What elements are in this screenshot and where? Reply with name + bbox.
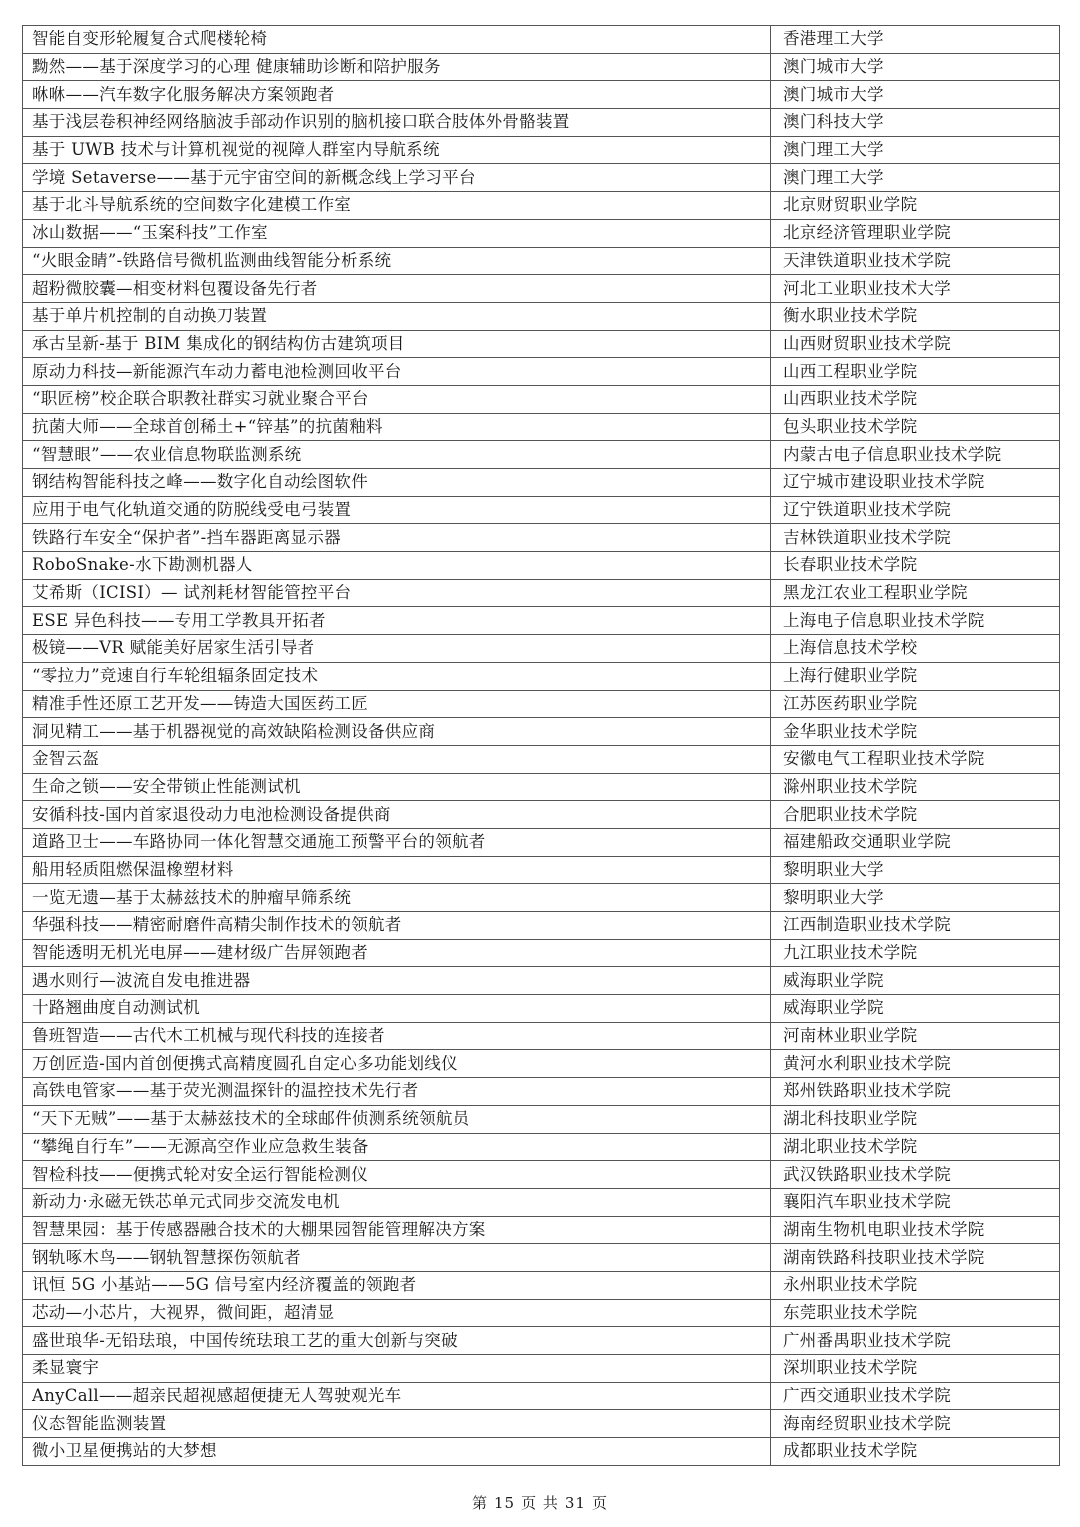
table-row bbox=[23, 1216, 1060, 1244]
project-name-cell: 极镜——VR 赋能美好居家生活引导者 bbox=[23, 635, 771, 663]
table-row bbox=[23, 469, 1060, 497]
table-row bbox=[23, 385, 1060, 413]
institution-cell: 黎明职业大学 bbox=[771, 884, 1060, 912]
project-name-cell: “攀绳自行车”——无源高空作业应急救生装备 bbox=[23, 1133, 771, 1161]
institution-cell: 湖北科技职业学院 bbox=[771, 1105, 1060, 1133]
table-row bbox=[23, 995, 1060, 1023]
project-name-cell: 艾希斯（ICISI）— 试剂耗材智能管控平台 bbox=[23, 579, 771, 607]
project-name-cell: RoboSnake-水下勘测机器人 bbox=[23, 552, 771, 580]
institution-cell: 湖北职业技术学院 bbox=[771, 1133, 1060, 1161]
project-name-cell: 基于浅层卷积神经网络脑波手部动作识别的脑机接口联合肢体外骨骼装置 bbox=[23, 109, 771, 137]
table-row bbox=[23, 662, 1060, 690]
project-name-cell: 抗菌大师——全球首创稀土+“锌基”的抗菌釉料 bbox=[23, 413, 771, 441]
table-row bbox=[23, 1327, 1060, 1355]
project-name-cell: 道路卫士——车路协同一体化智慧交通施工预警平台的领航者 bbox=[23, 828, 771, 856]
table-row bbox=[23, 552, 1060, 580]
institution-cell: 江西制造职业技术学院 bbox=[771, 912, 1060, 940]
institution-cell: 澳门理工大学 bbox=[771, 136, 1060, 164]
table-row bbox=[23, 801, 1060, 829]
table-row bbox=[23, 192, 1060, 220]
footer-prefix: 第 bbox=[472, 1494, 489, 1512]
institution-cell: 上海信息技术学校 bbox=[771, 635, 1060, 663]
institution-cell: 广州番禺职业技术学院 bbox=[771, 1327, 1060, 1355]
institution-cell: 澳门理工大学 bbox=[771, 164, 1060, 192]
institution-cell: 东莞职业技术学院 bbox=[771, 1299, 1060, 1327]
table-row bbox=[23, 1105, 1060, 1133]
page-footer bbox=[0, 1492, 1080, 1513]
table-row bbox=[23, 745, 1060, 773]
table-row bbox=[23, 302, 1060, 330]
project-name-cell: 钢结构智能科技之峰——数字化自动绘图软件 bbox=[23, 469, 771, 497]
table-row bbox=[23, 1161, 1060, 1189]
institution-cell: 包头职业技术学院 bbox=[771, 413, 1060, 441]
institution-cell: 福建船政交通职业学院 bbox=[771, 828, 1060, 856]
project-name-cell: 承古呈新-基于 BIM 集成化的钢结构仿古建筑项目 bbox=[23, 330, 771, 358]
project-name-cell: 智能透明无机光电屏——建材级广告屏领跑者 bbox=[23, 939, 771, 967]
table-row bbox=[23, 247, 1060, 275]
project-name-cell: 芯动—小芯片，大视界，微间距，超清显 bbox=[23, 1299, 771, 1327]
project-name-cell: 学境 Setaverse——基于元宇宙空间的新概念线上学习平台 bbox=[23, 164, 771, 192]
institution-cell: 深圳职业技术学院 bbox=[771, 1355, 1060, 1383]
project-name-cell: 超粉微胶囊—相变材料包覆设备先行者 bbox=[23, 275, 771, 303]
table-row bbox=[23, 275, 1060, 303]
table-row bbox=[23, 1271, 1060, 1299]
institution-cell: 澳门城市大学 bbox=[771, 53, 1060, 81]
project-name-cell: 安循科技-国内首家退役动力电池检测设备提供商 bbox=[23, 801, 771, 829]
institution-cell: 海南经贸职业技术学院 bbox=[771, 1410, 1060, 1438]
project-name-cell: 华强科技——精密耐磨件高精尖制作技术的领航者 bbox=[23, 912, 771, 940]
table-row bbox=[23, 1078, 1060, 1106]
institution-cell: 江苏医药职业学院 bbox=[771, 690, 1060, 718]
table-row bbox=[23, 939, 1060, 967]
project-name-cell: “天下无贼”——基于太赫兹技术的全球邮件侦测系统领航员 bbox=[23, 1105, 771, 1133]
project-name-cell: 基于 UWB 技术与计算机视觉的视障人群室内导航系统 bbox=[23, 136, 771, 164]
institution-cell: 山西工程职业学院 bbox=[771, 358, 1060, 386]
table-row bbox=[23, 53, 1060, 81]
footer-total-pages: 31 bbox=[564, 1494, 586, 1512]
table-row bbox=[23, 109, 1060, 137]
table-row bbox=[23, 718, 1060, 746]
table-row bbox=[23, 1022, 1060, 1050]
project-name-cell: 智慧果园：基于传感器融合技术的大棚果园智能管理解决方案 bbox=[23, 1216, 771, 1244]
project-name-cell: 钢轨啄木鸟——钢轨智慧探伤领航者 bbox=[23, 1244, 771, 1272]
table-row bbox=[23, 1299, 1060, 1327]
project-name-cell: 智能自变形轮履复合式爬楼轮椅 bbox=[23, 26, 771, 54]
project-name-cell: 遇水则行—波流自发电推进器 bbox=[23, 967, 771, 995]
institution-cell: 郑州铁路职业技术学院 bbox=[771, 1078, 1060, 1106]
table-row bbox=[23, 358, 1060, 386]
institution-cell: 湖南铁路科技职业技术学院 bbox=[771, 1244, 1060, 1272]
institution-cell: 黎明职业大学 bbox=[771, 856, 1060, 884]
institution-cell: 安徽电气工程职业技术学院 bbox=[771, 745, 1060, 773]
institution-cell: 黄河水利职业技术学院 bbox=[771, 1050, 1060, 1078]
institution-cell: 上海电子信息职业技术学院 bbox=[771, 607, 1060, 635]
project-name-cell: 一览无遗—基于太赫兹技术的肿瘤早筛系统 bbox=[23, 884, 771, 912]
table-row bbox=[23, 1410, 1060, 1438]
institution-cell: 永州职业技术学院 bbox=[771, 1271, 1060, 1299]
project-name-cell: 原动力科技—新能源汽车动力蓄电池检测回收平台 bbox=[23, 358, 771, 386]
project-name-cell: 高铁电管家——基于荧光测温探针的温控技术先行者 bbox=[23, 1078, 771, 1106]
table-row bbox=[23, 912, 1060, 940]
institution-cell: 威海职业学院 bbox=[771, 967, 1060, 995]
project-name-cell: “零拉力”竞速自行车轮组辐条固定技术 bbox=[23, 662, 771, 690]
project-table bbox=[22, 25, 1060, 1466]
table-row bbox=[23, 1050, 1060, 1078]
project-name-cell: 咻咻——汽车数字化服务解决方案领跑者 bbox=[23, 81, 771, 109]
footer-page-number: 15 bbox=[494, 1494, 516, 1512]
institution-cell: 山西财贸职业技术学院 bbox=[771, 330, 1060, 358]
footer-suffix: 页 bbox=[591, 1494, 608, 1512]
institution-cell: 天津铁道职业技术学院 bbox=[771, 247, 1060, 275]
project-name-cell: 万创匠造-国内首创便携式高精度圆孔自定心多功能划线仪 bbox=[23, 1050, 771, 1078]
institution-cell: 滁州职业技术学院 bbox=[771, 773, 1060, 801]
table-row bbox=[23, 579, 1060, 607]
institution-cell: 广西交通职业技术学院 bbox=[771, 1382, 1060, 1410]
project-name-cell: 仪态智能监测装置 bbox=[23, 1410, 771, 1438]
institution-cell: 北京财贸职业学院 bbox=[771, 192, 1060, 220]
project-name-cell: 讯恒 5G 小基站——5G 信号室内经济覆盖的领跑者 bbox=[23, 1271, 771, 1299]
project-name-cell: 精准手性还原工艺开发——铸造大国医药工匠 bbox=[23, 690, 771, 718]
table-row bbox=[23, 441, 1060, 469]
institution-cell: 威海职业学院 bbox=[771, 995, 1060, 1023]
table-row bbox=[23, 26, 1060, 54]
table-row bbox=[23, 1438, 1060, 1466]
footer-middle: 页 共 bbox=[521, 1494, 559, 1512]
project-name-cell: 冰山数据——“玉案科技”工作室 bbox=[23, 219, 771, 247]
project-name-cell: 新动力·永磁无铁芯单元式同步交流发电机 bbox=[23, 1188, 771, 1216]
table-row bbox=[23, 1244, 1060, 1272]
institution-cell: 襄阳汽车职业技术学院 bbox=[771, 1188, 1060, 1216]
institution-cell: 澳门城市大学 bbox=[771, 81, 1060, 109]
project-name-cell: 黝然——基于深度学习的心理 健康辅助诊断和陪护服务 bbox=[23, 53, 771, 81]
project-name-cell: “智慧眼”——农业信息物联监测系统 bbox=[23, 441, 771, 469]
table-row bbox=[23, 1382, 1060, 1410]
institution-cell: 金华职业技术学院 bbox=[771, 718, 1060, 746]
project-name-cell: 船用轻质阻燃保温橡塑材料 bbox=[23, 856, 771, 884]
institution-cell: 北京经济管理职业学院 bbox=[771, 219, 1060, 247]
institution-cell: 香港理工大学 bbox=[771, 26, 1060, 54]
institution-cell: 吉林铁道职业技术学院 bbox=[771, 524, 1060, 552]
table-row bbox=[23, 967, 1060, 995]
project-name-cell: 生命之锁——安全带锁止性能测试机 bbox=[23, 773, 771, 801]
project-name-cell: 基于北斗导航系统的空间数字化建模工作室 bbox=[23, 192, 771, 220]
institution-cell: 辽宁铁道职业技术学院 bbox=[771, 496, 1060, 524]
institution-cell: 衡水职业技术学院 bbox=[771, 302, 1060, 330]
table-row bbox=[23, 884, 1060, 912]
project-name-cell: 基于单片机控制的自动换刀装置 bbox=[23, 302, 771, 330]
institution-cell: 武汉铁路职业技术学院 bbox=[771, 1161, 1060, 1189]
institution-cell: 内蒙古电子信息职业技术学院 bbox=[771, 441, 1060, 469]
table-row bbox=[23, 856, 1060, 884]
table-row bbox=[23, 496, 1060, 524]
project-table-body bbox=[23, 26, 1060, 1466]
table-row bbox=[23, 1188, 1060, 1216]
institution-cell: 河南林业职业学院 bbox=[771, 1022, 1060, 1050]
project-name-cell: AnyCall——超亲民超视感超便捷无人驾驶观光车 bbox=[23, 1382, 771, 1410]
institution-cell: 湖南生物机电职业技术学院 bbox=[771, 1216, 1060, 1244]
table-row bbox=[23, 164, 1060, 192]
table-row bbox=[23, 330, 1060, 358]
project-name-cell: ESE 异色科技——专用工学教具开拓者 bbox=[23, 607, 771, 635]
project-name-cell: 铁路行车安全“保护者”-挡车器距离显示器 bbox=[23, 524, 771, 552]
table-row bbox=[23, 773, 1060, 801]
institution-cell: 黑龙江农业工程职业学院 bbox=[771, 579, 1060, 607]
project-name-cell: 柔显寰宇 bbox=[23, 1355, 771, 1383]
project-name-cell: “火眼金睛”-铁路信号微机监测曲线智能分析系统 bbox=[23, 247, 771, 275]
project-name-cell: 应用于电气化轨道交通的防脱线受电弓装置 bbox=[23, 496, 771, 524]
institution-cell: 河北工业职业技术大学 bbox=[771, 275, 1060, 303]
institution-cell: 上海行健职业学院 bbox=[771, 662, 1060, 690]
institution-cell: 澳门科技大学 bbox=[771, 109, 1060, 137]
institution-cell: 山西职业技术学院 bbox=[771, 385, 1060, 413]
table-row bbox=[23, 81, 1060, 109]
table-row bbox=[23, 828, 1060, 856]
table-row bbox=[23, 607, 1060, 635]
project-name-cell: 微小卫星便携站的大梦想 bbox=[23, 1438, 771, 1466]
institution-cell: 九江职业技术学院 bbox=[771, 939, 1060, 967]
table-row bbox=[23, 1133, 1060, 1161]
project-name-cell: 金智云盔 bbox=[23, 745, 771, 773]
institution-cell: 合肥职业技术学院 bbox=[771, 801, 1060, 829]
institution-cell: 成都职业技术学院 bbox=[771, 1438, 1060, 1466]
table-row bbox=[23, 136, 1060, 164]
institution-cell: 辽宁城市建设职业技术学院 bbox=[771, 469, 1060, 497]
project-name-cell: 盛世琅华-无铅珐琅，中国传统珐琅工艺的重大创新与突破 bbox=[23, 1327, 771, 1355]
project-name-cell: “职匠榜”校企联合职教社群实习就业聚合平台 bbox=[23, 385, 771, 413]
project-name-cell: 十路翘曲度自动测试机 bbox=[23, 995, 771, 1023]
institution-cell: 长春职业技术学院 bbox=[771, 552, 1060, 580]
project-name-cell: 鲁班智造——古代木工机械与现代科技的连接者 bbox=[23, 1022, 771, 1050]
table-row bbox=[23, 524, 1060, 552]
table-row bbox=[23, 690, 1060, 718]
project-name-cell: 洞见精工——基于机器视觉的高效缺陷检测设备供应商 bbox=[23, 718, 771, 746]
table-row bbox=[23, 1355, 1060, 1383]
project-name-cell: 智检科技——便携式轮对安全运行智能检测仪 bbox=[23, 1161, 771, 1189]
table-row bbox=[23, 413, 1060, 441]
table-row bbox=[23, 219, 1060, 247]
table-row bbox=[23, 635, 1060, 663]
